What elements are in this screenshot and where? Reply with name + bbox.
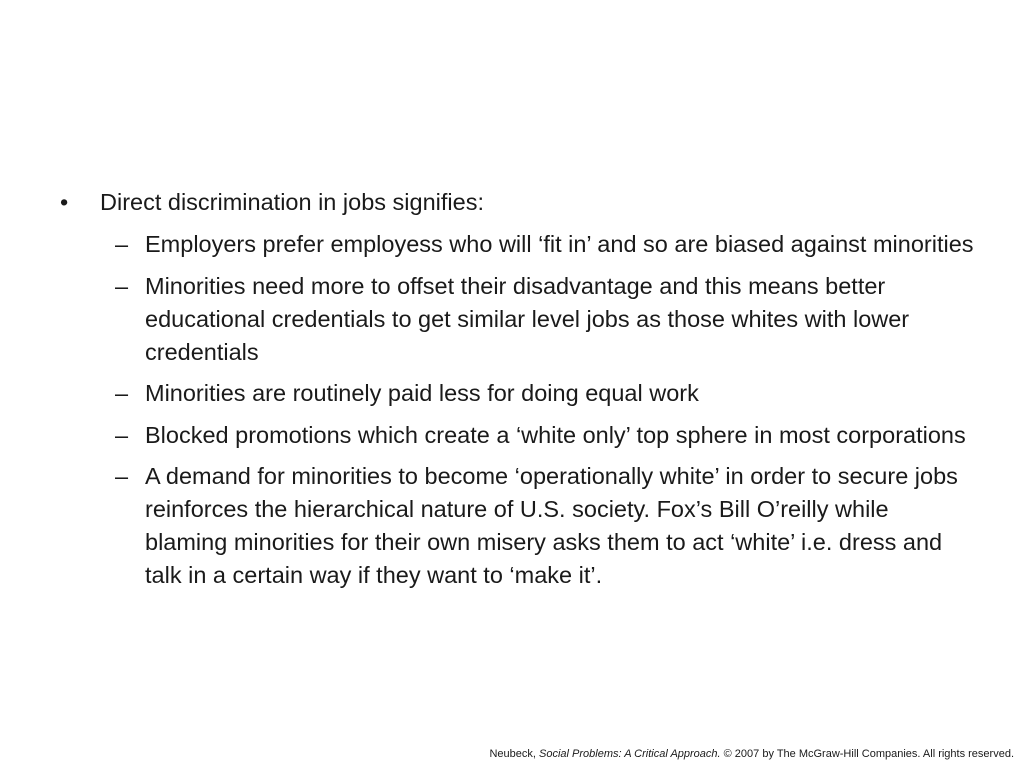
dash-marker: –: [115, 380, 129, 406]
dash-marker: –: [115, 421, 129, 448]
sub-bullet-list: [115, 228, 975, 601]
copyright-footer: [489, 747, 1014, 761]
dash-marker: –: [115, 272, 129, 299]
bullet-marker: •: [60, 189, 69, 215]
sub-bullet-text: A demand for minorities to become ‘operationally white’ in order to secure jobs reinforces the hierarchical nature of U.S. society. Fox’s Bill O’reilly while blaming minorities for their own misery asks them to act ‘white’ i.e. dress and talk in a certain way if they want to ‘make it’.: [145, 463, 958, 588]
footer-copyright: © 2007 by The McGraw-Hill Companies. All rights reserved.: [720, 748, 1014, 760]
sub-bullet-text: Minorities need more to offset their disadvantage and this means better educational credentials to get similar level jobs as those whites with lower credentials: [145, 272, 910, 365]
sub-bullet: [115, 460, 975, 592]
sub-bullet: [115, 377, 975, 410]
sub-bullet: [115, 270, 975, 369]
main-bullet-text: Direct discrimination in jobs signifies:: [100, 189, 484, 215]
sub-bullet-text: Employers prefer employess who will ‘fit in’ and so are biased against minorities: [145, 231, 974, 257]
main-bullet: [60, 186, 980, 218]
sub-bullet-text: Minorities are routinely paid less for doing equal work: [145, 380, 699, 406]
footer-book-title: Social Problems: A Critical Approach.: [539, 748, 721, 760]
dash-marker: –: [115, 231, 129, 257]
footer-author: Neubeck,: [489, 748, 540, 760]
sub-bullet: [115, 228, 975, 261]
sub-bullet: [115, 419, 975, 452]
sub-bullet-text: Blocked promotions which create a ‘white only’ top sphere in most corporations: [145, 421, 966, 448]
dash-marker: –: [115, 463, 129, 489]
